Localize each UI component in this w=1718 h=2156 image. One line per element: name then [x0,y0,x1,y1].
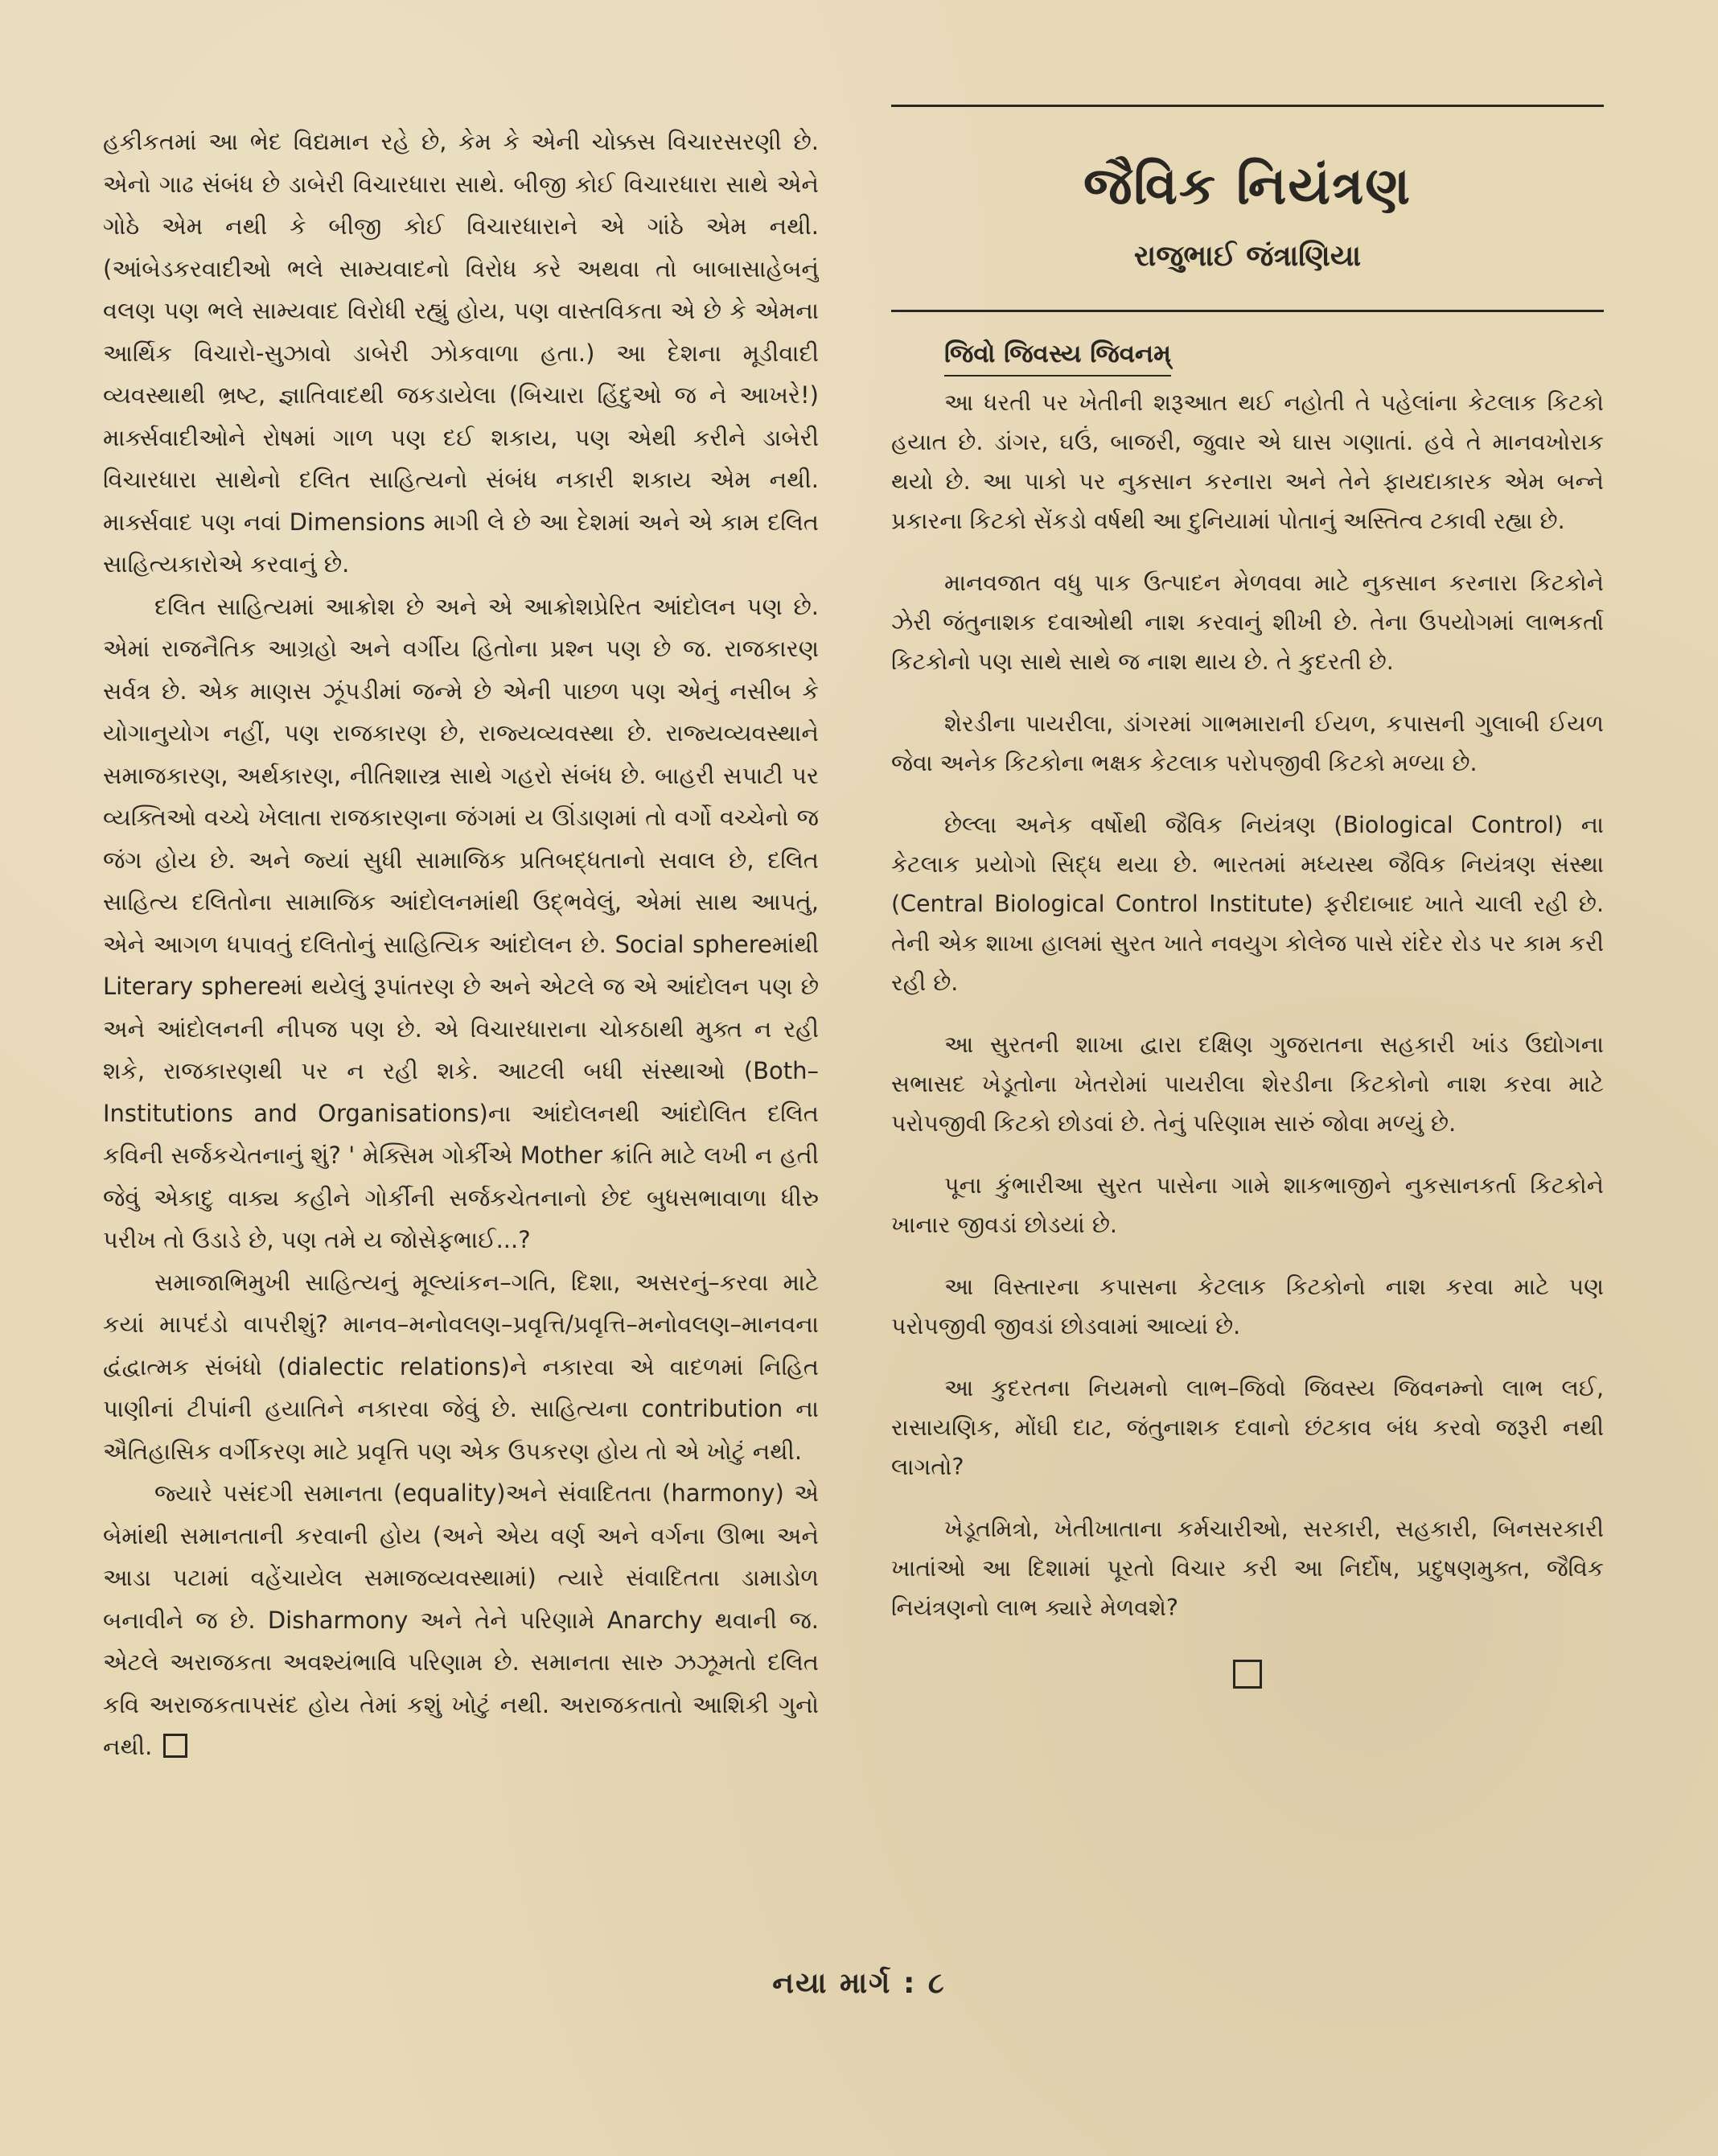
article-paragraph-3: શેરડીના પાયરીલા, ડાંગરમાં ગાભમારાની ઈયળ, કપાસની ગુલાબી ઈયળ જેવા અનેક કિટકોના ભક્ષક કેટલાક પરોપજીવી કિટકો મળ્યા છે. [891,710,1604,776]
left-paragraph-4-text: જ્યારે પસંદગી સમાનતા (equality)અને સંવાદિતતા (harmony) એ બેમાંથી સમાનતાની કરવાની હોય (અને એય વર્ણ અને વર્ગના ઊભા અને આડા પટામાં વહેંચાયેલ સમાજવ્યવસ્થામાં) ત્યારે સંવાદિતતા ડામાડોળ બનાવીને જ છે. Disharmony અને તેને પરિણામે Anarchy થવાની જ. એટલે અરાજકતા અવશ્યંભાવિ પરિણામ છે. સમાનતા સારુ ઝઝૂમતો દલિત કવિ અરાજકતાપસંદ હોય તેમાં કશું ખોટું નથી. અરાજકતાતો આશિકી ગુનો નથી. [103,1479,819,1760]
article-column [891,105,1604,1931]
article-paragraph-5: આ સુરતની શાખા દ્વારા દક્ષિણ ગુજરાતના સહકારી ખાંડ ઉદ્યોગના સભાસદ ખેડૂતોના ખેતરોમાં પાયરીલા શેરડીના કિટકોનો નાશ કરવા માટે પરોપજીવી કિટકો છોડવાં છે. તેનું પરિણામ સારું જોવા મળ્યું છે. [891,1031,1604,1137]
left-paragraph-4 [103,1472,819,1768]
article-paragraph-7: આ વિસ્તારના કપાસના કેટલાક કિટકોનો નાશ કરવા માટે પણ પરોપજીવી જીવડાં છોડવામાં આવ્યાં છે. [891,1273,1604,1339]
article-paragraph-4: છેલ્લા અનેક વર્ષોથી જૈવિક નિયંત્રણ (Biological Control) ના કેટલાક પ્રયોગો સિદ્ધ થયા છે. ભારતમાં મધ્યસ્થ જૈવિક નિયંત્રણ સંસ્થા (Central Biological Control Institute) ફરીદાબાદ ખાતે ચાલી રહી છે. તેની એક શાખા હાલમાં સુરત ખાતે નવયુગ કોલેજ પાસે રાંદેર રોડ પર કામ કરી રહી છે. [891,812,1604,996]
article-paragraph-2: માનવજાત વધુ પાક ઉત્પાદન મેળવવા માટે નુકસાન કરનારા કિટકોને ઝેરી જંતુનાશક દવાઓથી નાશ કરવાનું શીખી છે. તેના ઉપયોગમાં લાભકર્તા કિટકોનો પણ સાથે સાથે જ નાશ થાય છે. તે કુદરતી છે. [891,570,1604,675]
article-title: જૈવિક નિયંત્રણ [1083,156,1412,216]
article-body [891,383,1604,1627]
article-paragraph-9: ખેડૂતમિત્રો, ખેતીખાતાના કર્મચારીઓ, સરકારી, સહકારી, બિનસરકારી ખાતાંઓ આ દિશામાં પૂરતો વિચાર કરી આ નિર્દોષ, પ્રદુષણમુક્ત, જૈવિક નિયંત્રણનો લાભ ક્યારે મેળવશે? [891,1516,1604,1621]
end-mark-box-icon [163,1734,187,1758]
left-paragraph-2: દલિત સાહિત્યમાં આક્રોશ છે અને એ આક્રોશપ્રેરિત આંદોલન પણ છે. એમાં રાજનૈતિક આગ્રહો અને વર્ગીય હિતોના પ્રશ્ન પણ છે જ. રાજકારણ સર્વત્ર છે. એક માણસ ઝૂંપડીમાં જન્મે છે એની પાછળ પણ એનું નસીબ કે યોગાનુયોગ નહીં, પણ રાજકારણ છે, રાજ્યવ્યવસ્થા છે. રાજ્યવ્યવસ્થાને સમાજકારણ, અર્થકારણ, નીતિશાસ્ત્ર સાથે ગહરો સંબંધ છે. બાહરી સપાટી પર વ્યક્તિઓ વચ્ચે ખેલાતા રાજકારણના જંગમાં ય ઊંડાણમાં તો વર્ગો વચ્ચેનો જ જંગ હોય છે. અને જ્યાં સુધી સામાજિક પ્રતિબદ્ધતાનો સવાલ છે, દલિત સાહિત્ય દલિતોના સામાજિક આંદોલનમાંથી ઉદ્ભવેલું, એમાં સાથ આપતું, એને આગળ ધપાવતું દલિતોનું સાહિત્યિક આંદોલન છે. Social sphereમાંથી Literary sphereમાં થયેલું રૂપાંતરણ છે અને એટલે જ એ આંદોલન પણ છે અને આંદોલનની નીપજ પણ છે. એ વિચારધારાના ચોકઠાથી મુક્ત ન રહી શકે, રાજકારણથી પર ન રહી શકે. આટલી બધી સંસ્થાઓ (Both–Institutions and Organisations)ના આંદોલનથી આંદોલિત દલિત કવિની સર્જકચેતનાનું શું? ' મેક્સિમ ગોર્કીએ Mother ક્રાંતિ માટે લખી ન હતી જેવું એકાદુ વાક્ય કહીને ગોર્કીની સર્જકચેતનાનો છેદ બુધસભાવાળા ધીરુ પરીખ તો ઉડાડે છે, પણ તમે ય જોસેફભાઈ...? [103,592,819,1253]
page-footer: નયા માર્ગ : ૮ [772,1967,946,2000]
article-author: રાજુભાઈ જંત્રાણિયા [1133,240,1362,273]
left-paragraph-3: સમાજાભિમુખી સાહિત્યનું મૂલ્યાંકન–ગતિ, દિશા, અસરનું–કરવા માટે કયાં માપદંડો વાપરીશું? માનવ–મનોવલણ–પ્રવૃત્તિ/પ્રવૃત્તિ–મનોવલણ–માનવના દ્વંદ્વાત્મક સંબંધો (dialectic relations)ને નકારવા એ વાદળમાં નિહિત પાણીનાં ટીપાંની હયાતિને નકારવા જેવું છે. સાહિત્યના contribution ના ઐતિહાસિક વર્ગીકરણ માટે પ્રવૃત્તિ પણ એક ઉપકરણ હોય તો એ ખોટું નથી. [103,1268,819,1465]
bottom-rule [891,310,1604,312]
article-paragraph-8: આ કુદરતના નિયમનો લાભ–જિવો જિવસ્ય જિવનમ્નો લાભ લઈ, રાસાયણિક, મોંઘી દાટ, જંતુનાશક દવાનો છંટકાવ બંધ કરવો જરૂરી નથી લાગતો? [891,1375,1604,1480]
article-paragraph-6: પૂના કુંભારીઆ સુરત પાસેના ગામે શાકભાજીને નુકસાનકર્તા કિટકોને ખાનાર જીવડાં છોડયાં છે. [891,1172,1604,1238]
article-subheading: જિવો જિવસ્ય જિવનમ્ [944,333,1171,376]
left-paragraph-1: હકીકતમાં આ ભેદ વિદ્યમાન રહે છે, કેમ કે એની ચોક્કસ વિચારસરણી છે. એનો ગાઢ સંબંધ છે ડાબેરી વિચારધારા સાથે. બીજી કોઈ વિચારધારા સાથે એને ગોઠે એમ નથી કે બીજી કોઈ વિચારધારાને એ ગાંઠે એમ નથી. (આંબેડકરવાદીઓ ભલે સામ્યવાદનો વિરોધ કરે અથવા તો બાબાસાહેબનું વલણ પણ ભલે સામ્યવાદ વિરોધી રહ્યું હોય, પણ વાસ્તવિકતા એ છે કે એમના આર્થિક વિચારો-સુઝાવો ડાબેરી ઝોકવાળા હતા.) આ દેશના મૂડીવાદી વ્યવસ્થાથી ભ્રષ્ટ, જ્ઞાતિવાદથી જકડાયેલા (બિચારા હિંદુઓ જ ને આખરે!) માર્ક્સવાદીઓને રોષમાં ગાળ પણ દઈ શકાય, પણ એથી કરીને ડાબેરી વિચારધારા સાથેનો દલિત સાહિત્યનો સંબંધ નકારી શકાય એમ નથી. માર્ક્સવાદ પણ નવાં Dimensions માગી લે છે આ દેશમાં અને એ કામ દલિત સાહિત્યકારોએ કરવાનું છે. [103,128,819,578]
left-column [103,121,819,1939]
top-rule [891,105,1604,107]
article-paragraph-1: આ ધરતી પર ખેતીની શરૂઆત થઈ નહોતી તે પહેલાંના કેટલાક કિટકો હયાત છે. ડાંગર, ઘઉં, બાજરી, જુવાર એ ઘાસ ગણાતાં. હવે તે માનવખોરાક થયો છે. આ પાકો પર નુકસાન કરનારા અને તેને ફાયદાકારક એમ બન્ને પ્રકારના કિટકો સેંકડો વર્ષથી આ દુનિયામાં પોતાનું અસ્તિત્વ ટકાવી રહ્યા છે. [891,389,1604,534]
article-end-square-icon [1233,1660,1262,1689]
